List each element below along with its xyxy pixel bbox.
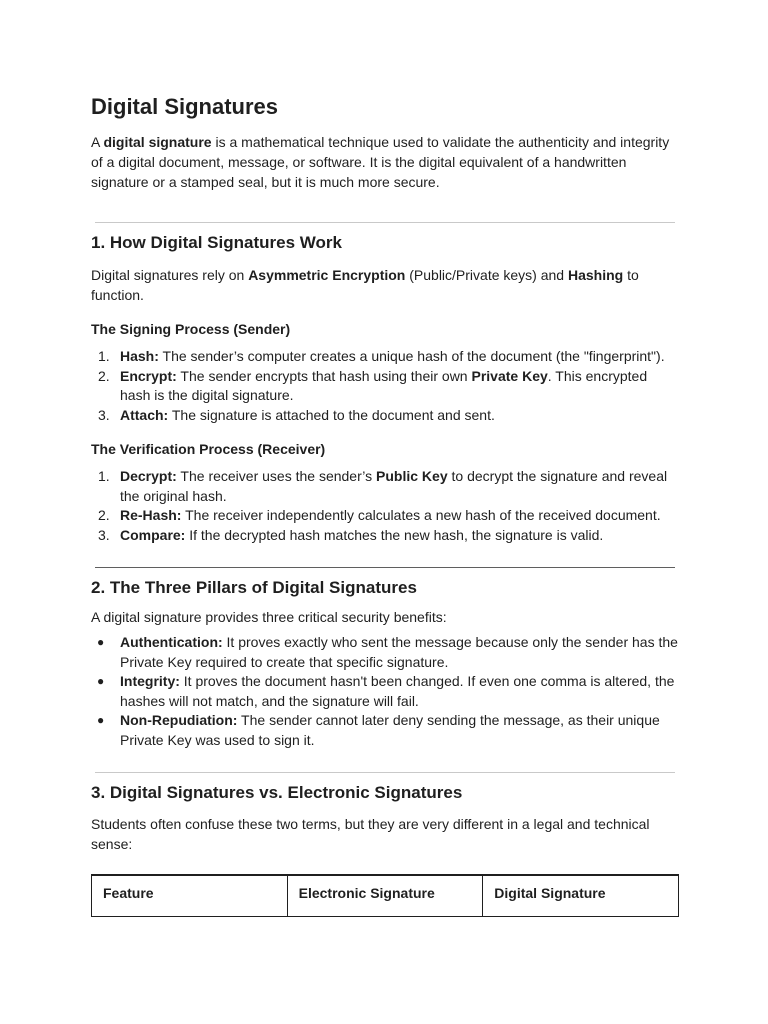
step-text: to decrypt the signature and reveal the original hash. xyxy=(120,468,668,504)
bullet-icon: ● xyxy=(97,674,105,688)
step-text: The receiver independently calculates a new hash of the received document. xyxy=(181,507,661,523)
intro-term: digital signature xyxy=(103,134,212,150)
table-header-cell: Electronic Signature xyxy=(287,875,483,916)
term-public-key: Public Key xyxy=(376,468,448,484)
text: to function. xyxy=(91,267,639,303)
list-item xyxy=(91,672,681,711)
step-label: Decrypt: xyxy=(120,468,177,484)
table-header-cell: Digital Signature xyxy=(483,875,679,916)
list-number: 3. xyxy=(98,526,110,543)
pillar-label: Authentication: xyxy=(120,634,223,650)
text: (Public/Private keys) and xyxy=(405,267,568,283)
list-number: 1. xyxy=(98,348,110,364)
pillar-label: Non-Repudiation: xyxy=(120,712,238,728)
section-heading-vs-electronic: 3. Digital Signatures vs. Electronic Signatures xyxy=(91,783,463,802)
intro-paragraph xyxy=(91,132,681,192)
list-item xyxy=(91,406,681,426)
list-item xyxy=(91,711,681,750)
step-text: . This encrypted hash is the digital signature. xyxy=(120,367,648,403)
signing-steps-list xyxy=(91,347,681,425)
term-private-key: Private Key xyxy=(471,367,548,384)
step-label: Compare: xyxy=(120,526,186,543)
pillar-text: It proves the document hasn't been changed. If even one comma is altered, the hashes will not match, and the signature will fail. xyxy=(120,673,675,709)
step-label: Hash: xyxy=(120,348,159,364)
document-content xyxy=(91,92,681,917)
list-number: 1. xyxy=(98,468,110,484)
list-item xyxy=(91,506,681,526)
list-number: 3. xyxy=(98,406,110,423)
pillar-text: The sender cannot later deny sending the message, as their unique Private Key was used to sign it. xyxy=(120,712,660,748)
step-label: Attach: xyxy=(120,406,169,423)
section-heading-how-it-works: 1. How Digital Signatures Work xyxy=(91,233,342,252)
step-text: The sender encrypts that hash using their own xyxy=(176,367,472,384)
list-item xyxy=(91,467,681,506)
subheading-verification-process: The Verification Process (Receiver) xyxy=(91,441,326,457)
comparison-table xyxy=(91,874,679,917)
pillar-text: It proves exactly who sent the message because only the sender has the Private Key required to create that specific signature. xyxy=(120,634,678,670)
list-item xyxy=(91,633,681,672)
intro-text-post: is a mathematical technique used to validate the authenticity and integrity of a digital document, message, or software. It is the digital equivalent of a handwritten signature or a stamped seal, but it is much more secure. xyxy=(91,134,670,190)
bullet-icon: ● xyxy=(97,635,105,649)
verification-steps-list xyxy=(91,467,681,545)
list-item xyxy=(91,367,681,406)
list-number: 2. xyxy=(98,367,110,384)
step-text: The receiver uses the sender’s xyxy=(176,468,377,484)
list-item xyxy=(91,526,681,546)
intro-text-pre: A xyxy=(91,134,104,150)
list-number: 2. xyxy=(98,507,110,523)
step-text: The sender’s computer creates a unique hash of the document (the "fingerprint"). xyxy=(158,348,665,364)
step-text: If the decrypted hash matches the new hash, the signature is valid. xyxy=(185,526,604,543)
term-hashing: Hashing xyxy=(567,267,624,283)
step-label: Encrypt: xyxy=(120,367,177,384)
list-item xyxy=(91,347,681,367)
section1-paragraph xyxy=(91,265,681,305)
table-header-cell: Feature xyxy=(92,875,288,916)
section-heading-three-pillars: 2. The Three Pillars of Digital Signatures xyxy=(91,578,417,597)
section3-paragraph: Students often confuse these two terms, but they are very different in a legal and technical sense: xyxy=(91,816,650,852)
pillar-label: Integrity: xyxy=(120,673,180,689)
section2-paragraph: A digital signature provides three critical security benefits: xyxy=(91,609,447,625)
subheading-signing-process: The Signing Process (Sender) xyxy=(91,321,291,337)
text: Digital signatures rely on xyxy=(91,267,249,283)
step-label: Re-Hash: xyxy=(120,507,182,523)
table-header-row xyxy=(92,875,679,916)
term-asymmetric-encryption: Asymmetric Encryption xyxy=(248,267,406,283)
step-text: The signature is attached to the document and sent. xyxy=(168,406,495,423)
page-title: Digital Signatures xyxy=(91,94,279,119)
bullet-icon: ● xyxy=(97,713,105,727)
pillars-list xyxy=(91,633,681,750)
